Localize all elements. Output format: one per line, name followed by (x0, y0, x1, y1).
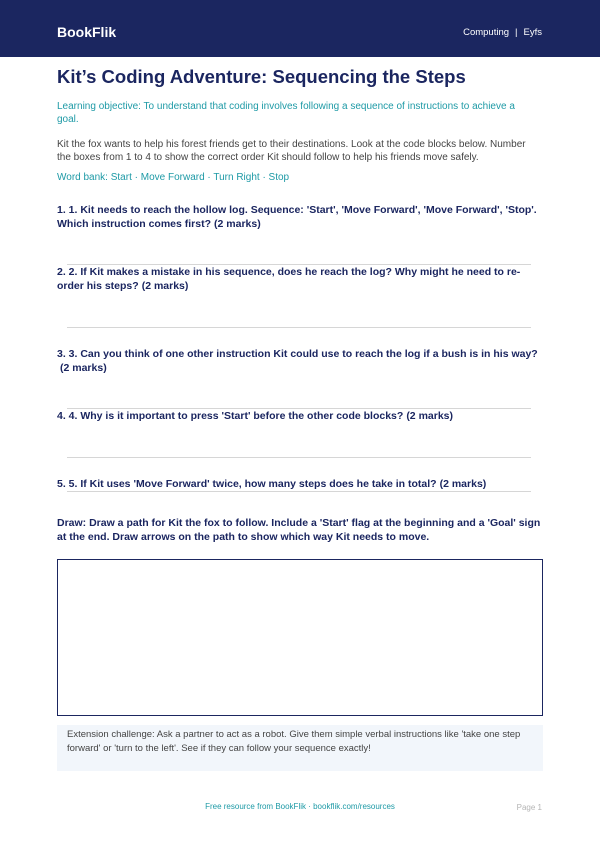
draw-task-instruction: Draw: Draw a path for Kit the fox to follow. Include a 'Start' flag at the beginning and a 'Goal' sign at the end. Draw arrows on the path to show which way Kit needs to move. (57, 517, 541, 543)
breadcrumb (463, 27, 542, 39)
question-1-text: 1. 1. Kit needs to reach the hollow log. Sequence: 'Start', 'Move Forward', 'Move Forward', 'Stop'. Which instruction comes first? (57, 204, 537, 230)
page-number: Page 1 (516, 803, 542, 812)
question-2-text: 2. 2. If Kit makes a mistake in his sequence, does he reach the log? Why might he need to re-order his steps? (57, 266, 521, 292)
question-5-text: 5. 5. If Kit uses 'Move Forward' twice, how many steps does he take in total? (57, 478, 437, 490)
question-3-text: 3. 3. Can you think of one other instruction Kit could use to reach the log if a bush is in his way? (57, 348, 538, 360)
question-5-marks: (2 marks) (439, 478, 487, 490)
page-title: Kit’s Coding Adventure: Sequencing the Steps (57, 66, 466, 87)
question-5 (57, 477, 542, 491)
answer-line-2[interactable] (67, 327, 531, 328)
drawing-area[interactable] (57, 559, 543, 716)
header-bar (0, 0, 600, 57)
intro-paragraph: Kit the fox wants to help his forest friends get to their destinations. Look at the code blocks below. Number the boxes from 1 to 4 to show the correct order Kit should follow to help his friends move safely. (57, 139, 526, 163)
extension-challenge: Extension challenge: Ask a partner to act as a robot. Give them simple verbal instructions like 'take one step forward' or 'turn to the left'. See if they can follow your sequence exactly! (57, 725, 543, 771)
word-bank: Word bank: Start · Move Forward · Turn Right · Stop (57, 172, 290, 183)
question-2-marks: (2 marks) (141, 280, 189, 292)
brand-logo-text[interactable]: BookFlik (57, 24, 117, 40)
breadcrumb-separator: | (515, 27, 518, 38)
question-3 (57, 347, 542, 375)
question-4-text: 4. 4. Why is it important to press 'Start' before the other code blocks? (57, 410, 404, 422)
question-4 (57, 409, 542, 423)
question-1 (57, 203, 542, 231)
answer-line-5[interactable] (67, 491, 531, 492)
answer-line-4[interactable] (67, 457, 531, 458)
learning-objective: Learning objective: To understand that coding involves following a sequence of instructions to achieve a goal. (57, 101, 515, 125)
breadcrumb-stage[interactable]: Eyfs (523, 27, 542, 38)
question-3-marks: (2 marks) (60, 362, 107, 374)
question-2 (57, 265, 542, 293)
footer-credit[interactable]: Free resource from BookFlik · bookflik.com/resources (205, 802, 395, 811)
breadcrumb-subject[interactable]: Computing (463, 27, 510, 38)
question-1-marks: (2 marks) (214, 218, 261, 230)
question-4-marks: (2 marks) (406, 410, 454, 422)
